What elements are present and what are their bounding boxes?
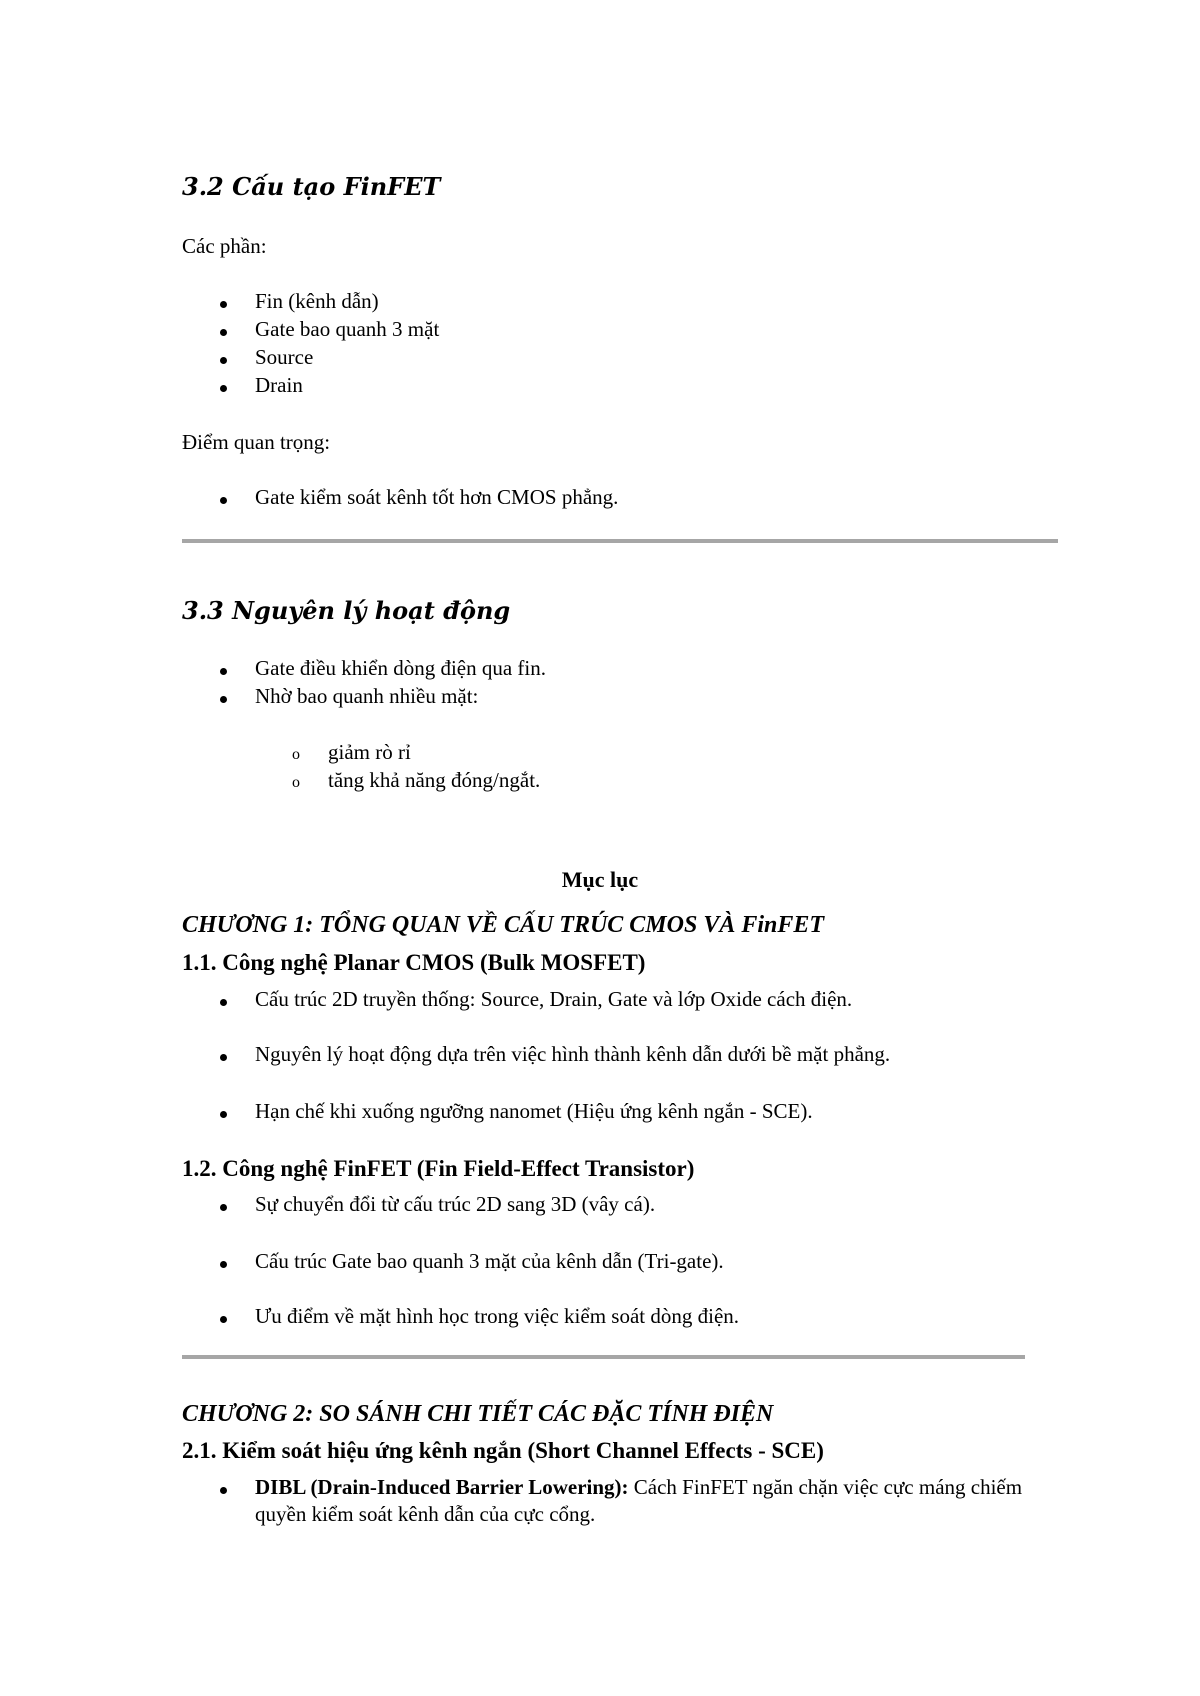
list-item: Drain xyxy=(255,373,303,397)
bullet-icon xyxy=(220,1111,227,1118)
bullet-icon xyxy=(220,497,227,504)
dibl-term: DIBL (Drain-Induced Barrier Lowering): xyxy=(255,1475,629,1499)
bullet-icon xyxy=(220,1316,227,1323)
list-item: Nguyên lý hoạt động dựa trên việc hình thành kênh dẫn dưới bề mặt phẳng. xyxy=(255,1042,891,1066)
list-item: Hạn chế khi xuống ngưỡng nanomet (Hiệu ứng kênh ngắn - SCE). xyxy=(255,1099,813,1123)
circle-bullet-icon: o xyxy=(292,774,300,791)
section-3-3-heading: 3.3 Nguyên lý hoạt động xyxy=(182,596,511,625)
toc-title: Mục lục xyxy=(561,867,639,892)
bullet-icon xyxy=(220,1261,227,1268)
section-3-2-heading: 3.2 Cấu tạo FinFET xyxy=(182,172,441,201)
list-item: Cấu trúc 2D truyền thống: Source, Drain, Gate và lớp Oxide cách điện. xyxy=(255,987,853,1011)
bullet-icon xyxy=(220,696,227,703)
section-1-2-heading: 1.2. Công nghệ FinFET (Fin Field-Effect Transistor) xyxy=(182,1156,695,1181)
section-2-1-heading: 2.1. Kiểm soát hiệu ứng kênh ngắn (Short Channel Effects - SCE) xyxy=(182,1438,824,1463)
parts-label: Các phần: xyxy=(182,234,267,258)
bullet-icon xyxy=(220,1204,227,1211)
bullet-icon xyxy=(220,999,227,1006)
bullet-icon xyxy=(220,385,227,392)
horizontal-rule xyxy=(182,1355,1025,1359)
sub-list-item: giảm rò rỉ xyxy=(328,740,411,764)
circle-bullet-icon: o xyxy=(292,746,300,763)
bullet-icon xyxy=(220,357,227,364)
section-1-1-heading: 1.1. Công nghệ Planar CMOS (Bulk MOSFET) xyxy=(182,950,646,975)
list-item: Gate điều khiển dòng điện qua fin. xyxy=(255,656,547,680)
list-item: Fin (kênh dẫn) xyxy=(255,289,379,313)
sub-list-item: tăng khả năng đóng/ngắt. xyxy=(328,768,541,792)
dibl-description: Cách FinFET ngăn chặn việc cực máng chiếm quyền kiểm soát kênh dẫn của cực cổng. xyxy=(255,1475,1023,1526)
list-item: Cấu trúc Gate bao quanh 3 mặt của kênh dẫn (Tri-gate). xyxy=(255,1249,724,1273)
bullet-icon xyxy=(220,301,227,308)
bullet-icon xyxy=(220,668,227,675)
list-item: Gate kiểm soát kênh tốt hơn CMOS phẳng. xyxy=(255,485,619,509)
chapter-1-heading: CHƯƠNG 1: TỔNG QUAN VỀ CẤU TRÚC CMOS VÀ FinFET xyxy=(182,912,825,938)
bullet-icon xyxy=(220,1487,227,1494)
list-item: Sự chuyển đổi từ cấu trúc 2D sang 3D (vây cá). xyxy=(255,1192,656,1216)
list-item: Source xyxy=(255,345,314,369)
list-item: Ưu điểm về mặt hình học trong việc kiểm soát dòng điện. xyxy=(255,1304,740,1328)
list-item: Gate bao quanh 3 mặt xyxy=(255,317,440,341)
bullet-icon xyxy=(220,1054,227,1061)
list-item-dibl xyxy=(255,1474,1045,1528)
chapter-2-heading: CHƯƠNG 2: SO SÁNH CHI TIẾT CÁC ĐẶC TÍNH ĐIỆN xyxy=(182,1401,774,1427)
key-points-label: Điểm quan trọng: xyxy=(182,430,331,454)
list-item: Nhờ bao quanh nhiều mặt: xyxy=(255,684,479,708)
horizontal-rule xyxy=(182,539,1058,543)
bullet-icon xyxy=(220,329,227,336)
